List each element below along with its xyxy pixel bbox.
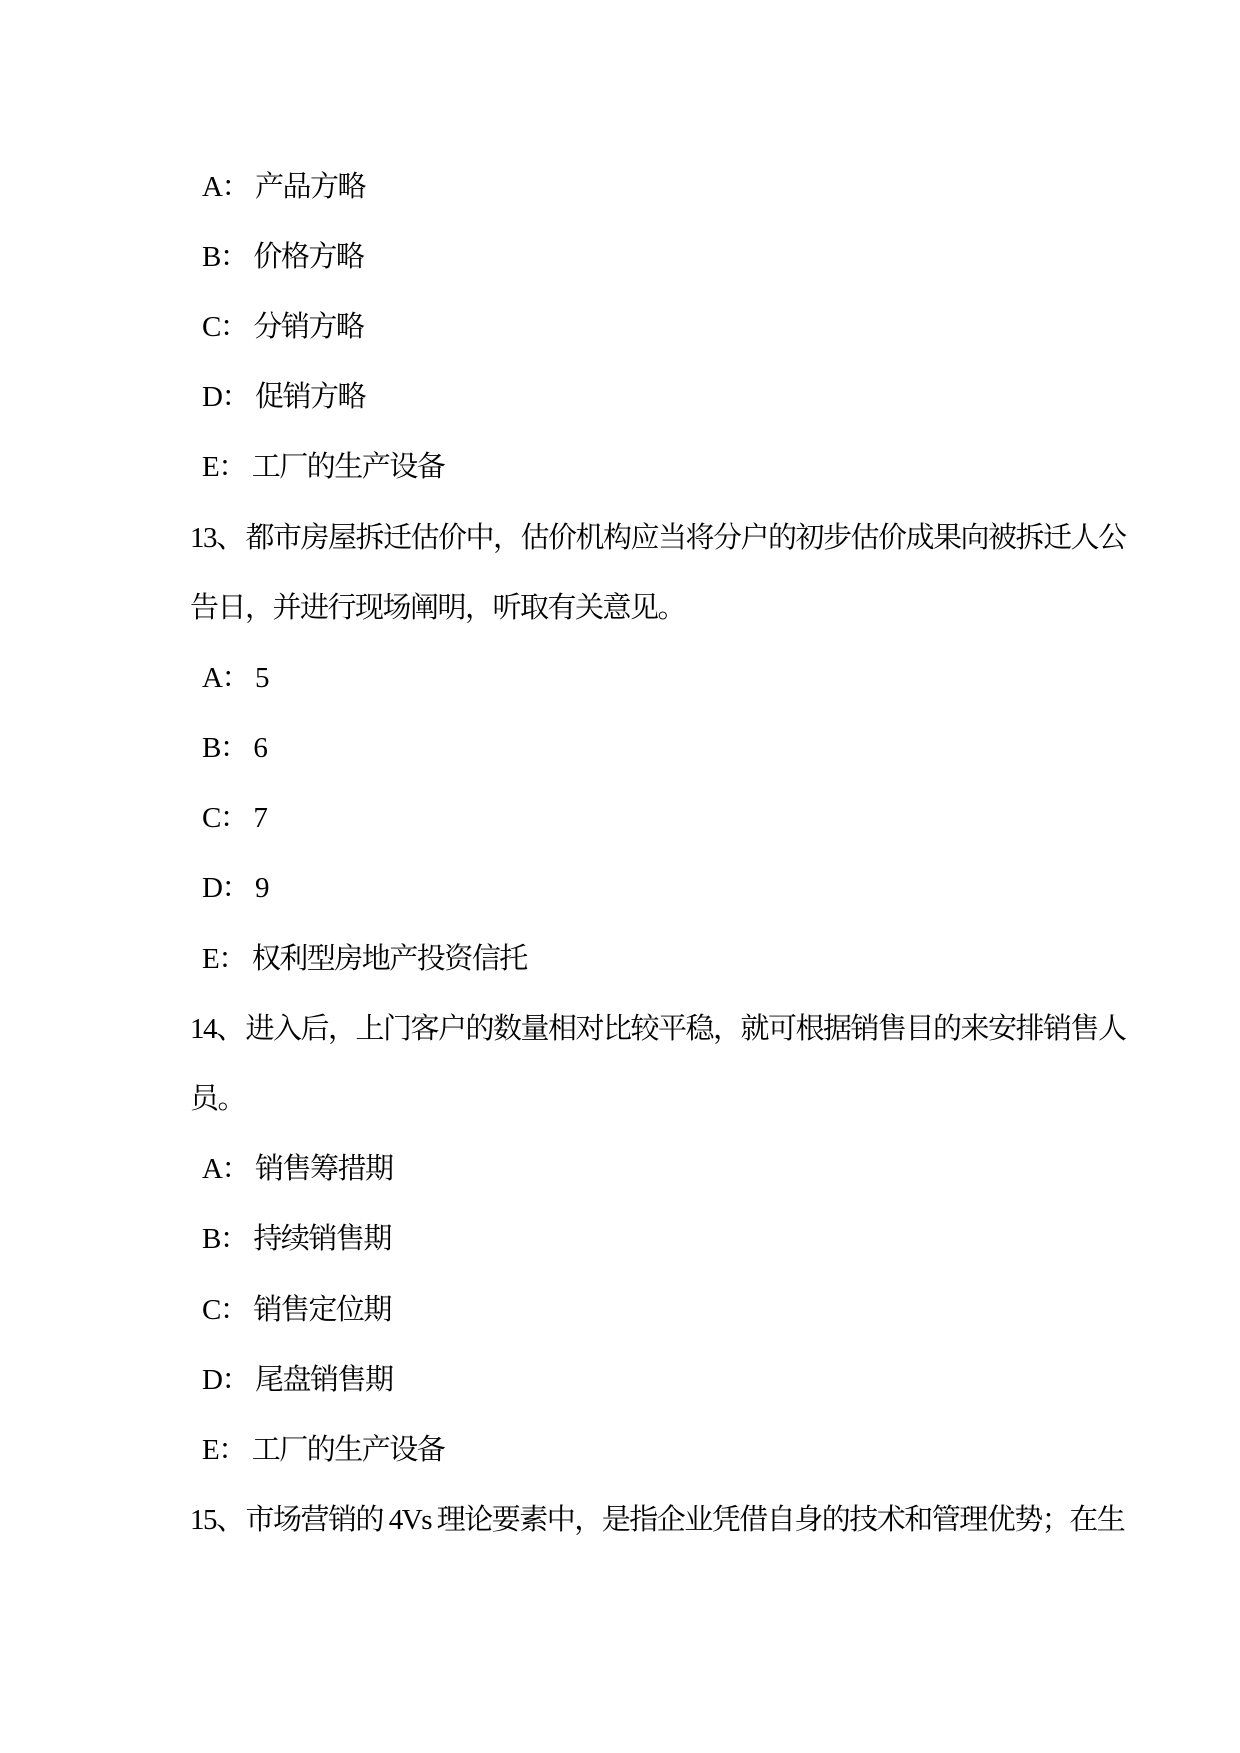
option-line	[0, 854, 1240, 924]
question-stem-line	[0, 503, 1240, 573]
option-label: C：	[202, 802, 248, 835]
question-stem-line	[0, 573, 1240, 643]
option-line	[0, 643, 1240, 713]
option-line	[0, 1205, 1240, 1275]
option-text: 价格方略	[253, 240, 364, 273]
option-text: 分销方略	[253, 310, 364, 343]
option-label: D：	[202, 872, 249, 905]
option-line	[0, 1135, 1240, 1205]
option-text: 权利型房地产投资信托	[251, 942, 527, 975]
question-stem-text: 进入后，上门客户的数量相对比较平稳，就可根据销售目的来安排销售人	[245, 1012, 1126, 1045]
option-text: 5	[254, 661, 268, 694]
option-text: 销售筹措期	[254, 1153, 393, 1186]
option-text: 工厂的生产设备	[251, 1433, 445, 1466]
option-text: 持续销售期	[253, 1223, 391, 1256]
option-text: 工厂的生产设备	[251, 451, 445, 484]
option-line	[0, 1415, 1240, 1485]
question-stem-line	[0, 994, 1240, 1064]
question-stem-text: 市场营销的 4Vs 理论要素中，是指企业凭借自身的技术和管理优势；在生	[245, 1504, 1125, 1537]
option-text: 促销方略	[254, 381, 365, 414]
option-label: A：	[202, 661, 249, 694]
option-text: 尾盘销售期	[254, 1363, 393, 1396]
option-line	[0, 363, 1240, 433]
option-text: 销售定位期	[253, 1293, 391, 1326]
option-line	[0, 1275, 1240, 1345]
option-text: 7	[253, 802, 267, 835]
option-label: E：	[202, 942, 246, 975]
option-line	[0, 222, 1240, 292]
document-body	[0, 152, 1240, 1556]
option-line	[0, 292, 1240, 362]
option-label: B：	[202, 240, 248, 273]
option-text: 9	[254, 872, 268, 905]
option-line	[0, 1345, 1240, 1415]
question-number: 15、	[190, 1504, 244, 1537]
option-label: B：	[202, 1223, 248, 1256]
option-label: E：	[202, 451, 246, 484]
question-stem-text: 员。	[190, 1083, 246, 1116]
option-line	[0, 152, 1240, 222]
option-label: B：	[202, 732, 248, 765]
option-line	[0, 784, 1240, 854]
option-label: A：	[202, 1153, 249, 1186]
question-stem-line	[0, 1064, 1240, 1134]
option-line	[0, 433, 1240, 503]
option-label: D：	[202, 381, 249, 414]
question-stem-text: 告日，并进行现场阐明，听取有关意见。	[190, 591, 686, 624]
question-stem-text: 都市房屋拆迁估价中，估价机构应当将分户的初步估价成果向被拆迁人公	[245, 521, 1126, 554]
option-label: D：	[202, 1363, 249, 1396]
option-label: C：	[202, 310, 248, 343]
option-text: 产品方略	[254, 170, 365, 203]
question-stem-line	[0, 1486, 1240, 1556]
option-line	[0, 714, 1240, 784]
option-label: C：	[202, 1293, 248, 1326]
option-label: E：	[202, 1433, 246, 1466]
question-number: 14、	[190, 1012, 244, 1045]
option-label: A：	[202, 170, 249, 203]
option-text: 6	[253, 732, 267, 765]
question-number: 13、	[190, 521, 244, 554]
option-line	[0, 924, 1240, 994]
